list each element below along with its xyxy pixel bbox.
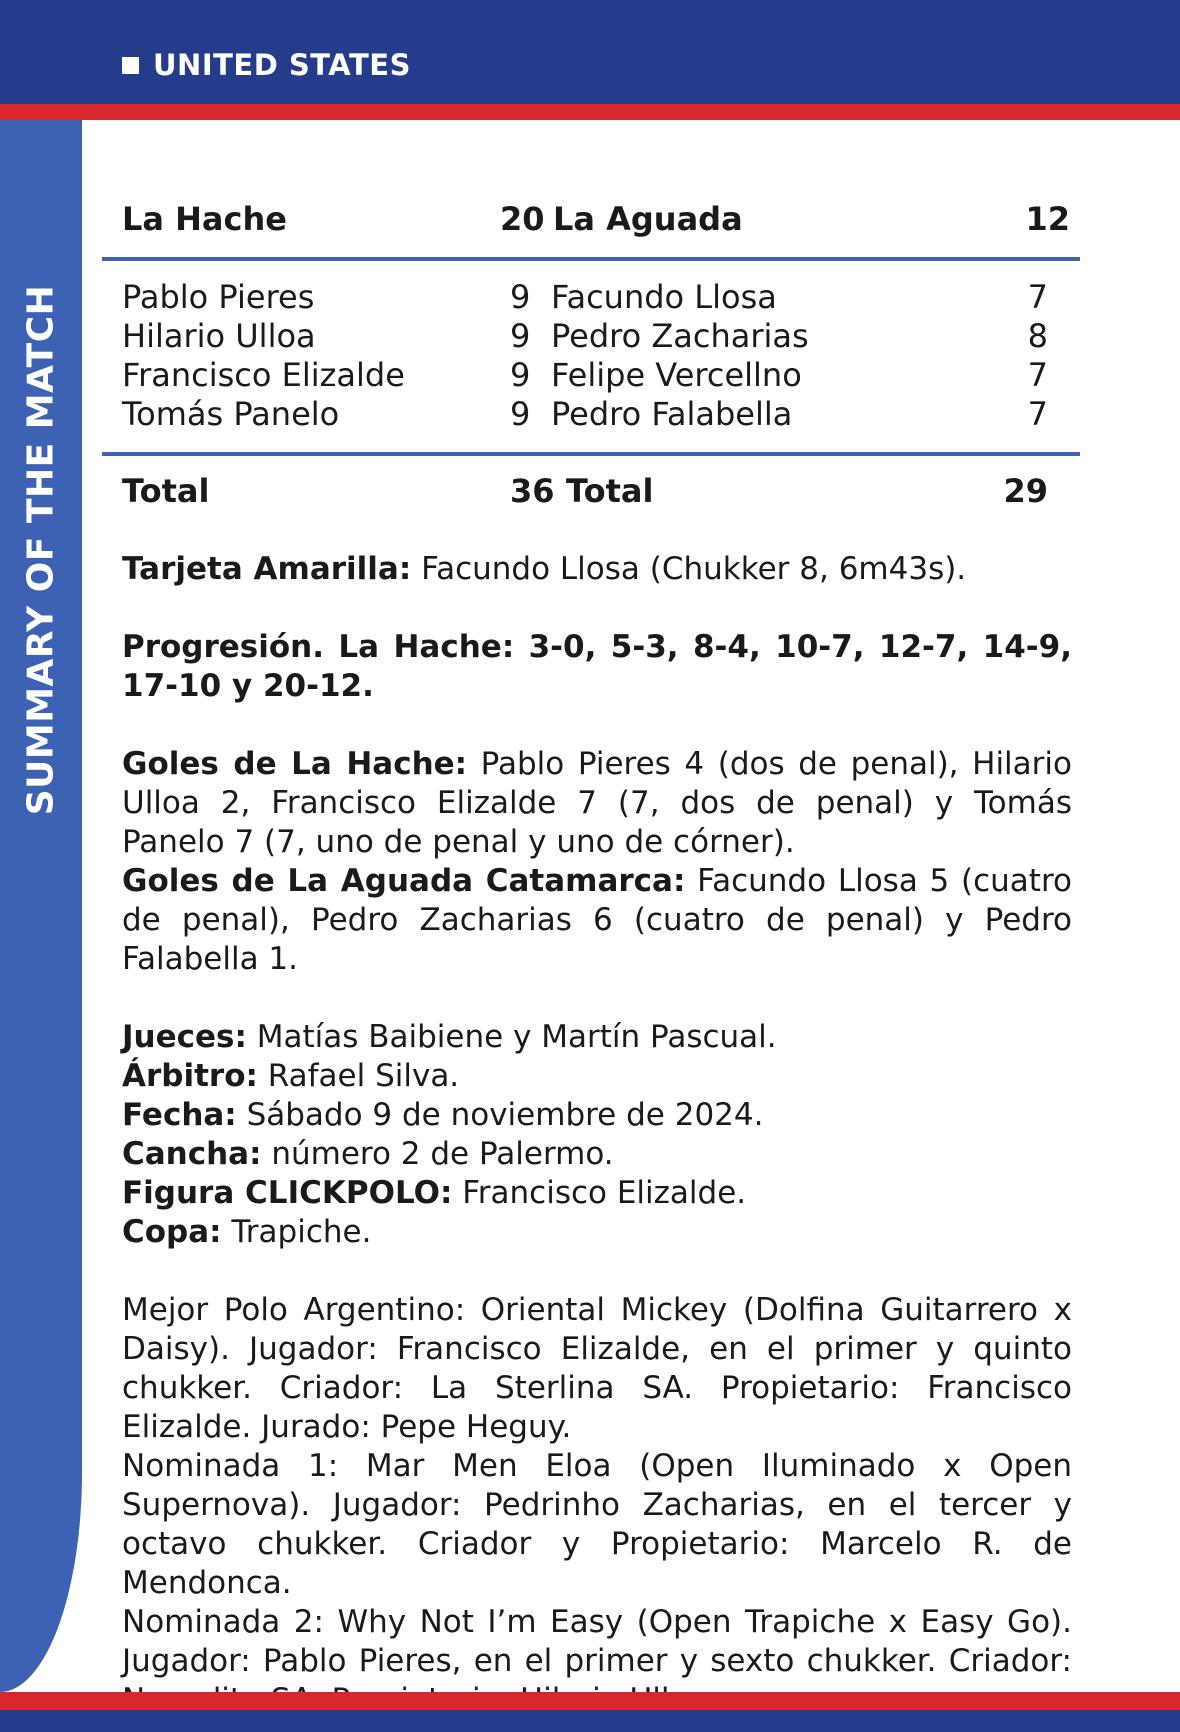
away-player-name: Facundo Llosa — [551, 278, 777, 316]
table-rule-bottom — [102, 452, 1080, 456]
detail-text: Matías Baibiene y Martín Pascual. — [246, 1019, 777, 1055]
detail-text: Trapiche. — [221, 1214, 372, 1250]
goals-away-label: Goles de La Aguada Catamarca: — [122, 863, 686, 899]
footer-red-stripe — [0, 1692, 1180, 1710]
polo-award-label: Mejor Polo Argentino: — [122, 1292, 466, 1328]
home-player-name: Francisco Elizalde — [122, 356, 405, 394]
polo-award-line — [122, 1447, 1072, 1603]
polo-award-text: Oriental Mickey (Dolfina Guitarrero x Daisy). Jugador: Francisco Elizalde, en el primer y quinto chukker. Criador: La Sterlina SA. Propietario: Francisco Elizalde. Jurado: Pepe Heguy. — [122, 1292, 1072, 1445]
away-player-name: Felipe Vercellno — [551, 356, 802, 394]
goals-home-label: Goles de La Hache: — [122, 746, 468, 782]
goals-home-line — [122, 745, 1072, 862]
away-player-name: Pedro Zacharias — [551, 317, 809, 355]
home-team-name: La Hache — [122, 200, 287, 238]
yellow-card-line — [122, 550, 1072, 589]
header-country — [122, 48, 411, 82]
home-player-name: Pablo Pieres — [122, 278, 315, 316]
detail-text: Francisco Elizalde. — [452, 1175, 747, 1211]
home-player-handicap: 9 — [510, 278, 531, 316]
detail-text: Rafael Silva. — [257, 1058, 460, 1094]
home-player-handicap: 9 — [510, 317, 531, 355]
home-total-label: Total — [122, 472, 210, 510]
detail-label: Árbitro: — [122, 1058, 258, 1094]
home-player-handicap: 9 — [510, 356, 531, 394]
away-team-score: 12 — [1025, 200, 1070, 238]
away-player-handicap: 8 — [1027, 317, 1048, 355]
detail-line — [122, 1213, 1072, 1252]
square-bullet-icon — [122, 57, 139, 74]
polo-award-text: Mar Men Eloa (Open Iluminado x Open Supernova). Jugador: Pedrinho Zacharias, en el tercer y octavo chukker. Criador y Propietario: Marcelo R. de Mendonca. — [122, 1448, 1072, 1601]
match-details — [122, 550, 1072, 1720]
detail-line — [122, 1135, 1072, 1174]
detail-line — [122, 1096, 1072, 1135]
detail-label: Fecha: — [122, 1097, 237, 1133]
yellow-card-text: Facundo Llosa (Chukker 8, 6m43s). — [411, 551, 967, 587]
away-player-handicap: 7 — [1027, 356, 1048, 394]
detail-text: número 2 de Palermo. — [261, 1136, 614, 1172]
home-team-score: 20 — [500, 200, 545, 238]
side-tab — [0, 120, 82, 1692]
detail-label: Copa: — [122, 1214, 222, 1250]
home-player-handicap: 9 — [510, 395, 531, 433]
detail-label: Jueces: — [122, 1019, 247, 1055]
away-player-handicap: 7 — [1027, 278, 1048, 316]
header-red-stripe — [0, 104, 1180, 120]
progression-text: Progresión. La Hache: 3-0, 5-3, 8-4, 10-7, 12-7, 14-9, 17-10 y 20-12. — [122, 629, 1072, 704]
goals-away-line — [122, 862, 1072, 979]
away-total-label: Total — [566, 472, 654, 510]
polo-award-label: Nominada 2: — [122, 1604, 324, 1640]
polo-award-line — [122, 1291, 1072, 1447]
goals-home-text: Pablo Pieres 4 (dos de penal), Hilario Ulloa 2, Francisco Elizalde 7 (7, dos de penal) y Tomás Panelo 7 (7, uno de penal y uno de córner). — [122, 746, 1072, 860]
away-team-name: La Aguada — [553, 200, 743, 238]
detail-text: Sábado 9 de noviembre de 2024. — [236, 1097, 764, 1133]
home-player-name: Tomás Panelo — [122, 395, 340, 433]
away-total-value: 29 — [1003, 472, 1048, 510]
progression-line — [122, 628, 1072, 706]
polo-award-label: Nominada 1: — [122, 1448, 339, 1484]
detail-line — [122, 1057, 1072, 1096]
away-player-name: Pedro Falabella — [551, 395, 793, 433]
away-player-handicap: 7 — [1027, 395, 1048, 433]
side-label: SUMMARY OF THE MATCH — [20, 284, 62, 816]
detail-line — [122, 1174, 1072, 1213]
polo-award-text: Why Not I’m Easy (Open Trapiche x Easy Go). Jugador: Pablo Pieres, en el primer y sexto chukker. Criador: — [122, 1604, 1072, 1679]
table-rule-top — [102, 257, 1080, 261]
detail-label: Figura CLICKPOLO: — [122, 1175, 453, 1211]
detail-line — [122, 1018, 1072, 1057]
home-total-value: 36 — [510, 472, 555, 510]
goals-away-text: Facundo Llosa 5 (cuatro de penal), Pedro Zacharias 6 (cuatro de penal) y Pedro Falabella 1. — [122, 863, 1072, 977]
yellow-card-label: Tarjeta Amarilla: — [122, 551, 412, 587]
footer-bar — [0, 1710, 1180, 1732]
detail-label: Cancha: — [122, 1136, 262, 1172]
home-player-name: Hilario Ulloa — [122, 317, 316, 355]
country-label: UNITED STATES — [153, 48, 411, 82]
